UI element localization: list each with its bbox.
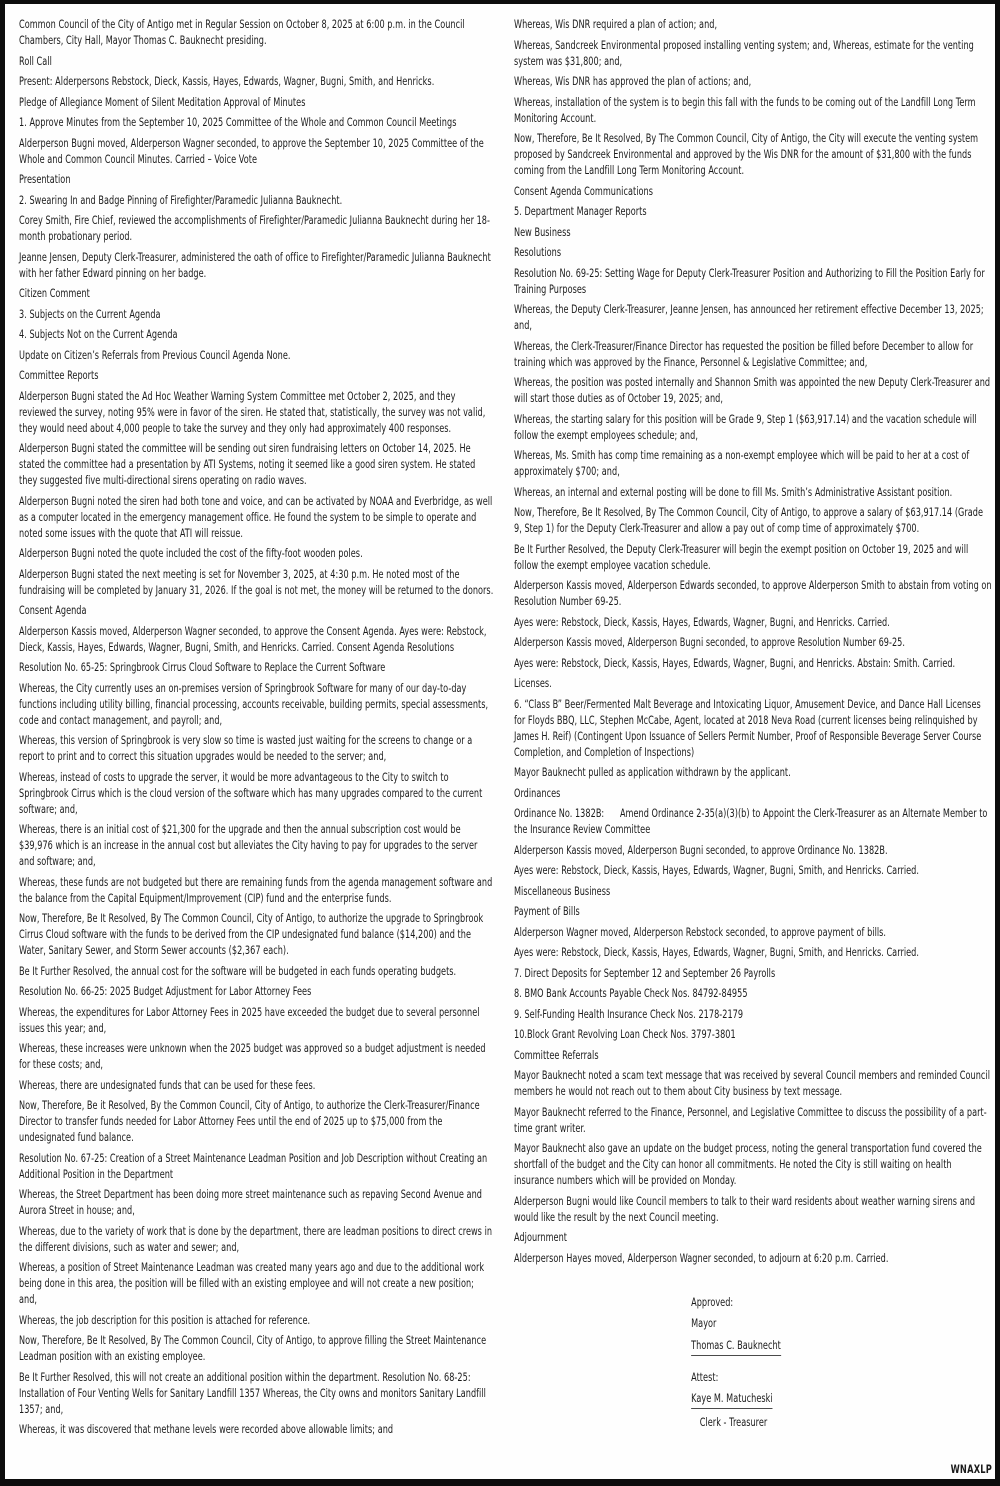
paragraph: Whereas, the starting salary for this position will be Grade 9, Step 1 ($63,917.14) and the vacation schedule will follow the exempt employees schedule; and, xyxy=(514,412,980,442)
paragraph: Whereas, instead of costs to upgrade the server, it would be more advantageous to the City to switch to Springbrook Cirrus which is the cloud version of the software which has many upgrades compared to the current software; and, xyxy=(19,770,485,816)
paragraph: Committee Reports xyxy=(19,369,99,382)
paragraph: Alderperson Bugni noted the siren had both tone and voice, and can be activated by NOAA and Everbridge, as well as a computer located in the emergency management office. He found the system to be simple to operate and noted some issues with the quote that ATI will reissue. xyxy=(19,494,495,540)
paragraph: Whereas, the expenditures for Labor Attorney Fees in 2025 have exceeded the budget due to several personnel issues this year; and, xyxy=(19,1005,483,1035)
paragraph: 10.Block Grant Revolving Loan Check Nos. 3797-3801 xyxy=(514,1028,736,1041)
paragraph: Whereas, there is an initial cost of $21,300 for the upgrade and then the annual subscription cost would be $39,976 which is an increase in the annual cost but alleviates the City having to pay for upgrades to the server and software; and, xyxy=(19,823,481,868)
paragraph: Present: Alderpersons Rebstock, Dieck, Kassis, Hayes, Edwards, Wagner, Bugni, Smith, and Henricks. xyxy=(19,75,435,88)
paragraph: Alderperson Bugni stated the committee will be sending out siren fundraising letters on October 14, 2025. He stated the committee had a presentation by ATI Systems, noting it seemed like a good siren system. He stated they suggested five multi-directional sirens operating on radio waves. xyxy=(19,442,478,487)
paragraph: New Business xyxy=(514,225,571,239)
paragraph: Alderperson Bugni moved, Alderperson Wagner seconded, to approve the September 10, 2025 Committee of the Whole and Common Council Minutes. Carried – Voice Vote xyxy=(19,136,487,166)
paragraph: 7. Direct Deposits for September 12 and September 26 Payrolls xyxy=(514,966,776,980)
paragraph: Whereas, Ms. Smith has comp time remaining as a non-exempt employee which will be paid to her at a cost of approximately $700; and, xyxy=(514,449,972,478)
paragraph: Whereas, an internal and external posting will be done to fill Ms. Smith’s Administrative Assistant position. xyxy=(514,485,953,499)
mayor-label: Mayor xyxy=(691,1317,717,1330)
paragraph: 2. Swearing In and Badge Pinning of Firefighter/Paramedic Julianna Bauknecht. xyxy=(19,193,343,207)
paragraph: Now, Therefore, Be It Resolved, By The Common Council, City of Antigo, the City will execute the venting system proposed by Sandcreek Environmental and approved by the Wis DNR for the amount of $31,800 with the funds coming from the Landfill Long Term Monitoring Account. xyxy=(514,132,981,177)
paragraph: Whereas, it was discovered that methane levels were recorded above allowable limits; and xyxy=(19,1423,394,1436)
paragraph: Now, Therefore, Be It Resolved, By The Common Council, City of Antigo, to authorize the upgrade to Springbrook Cirrus Cloud software with the funds to be derived from the CIP undesignated fund balance ($14,200) and the Water, Sanitary Sewer, and Storm Sewer accounts ($2,367 each). xyxy=(19,912,486,957)
paragraph: Ayes were: Rebstock, Dieck, Kassis, Hayes, Edwards, Wagner, Bugni, Smith, and Henricks. Carried. xyxy=(514,864,919,877)
paragraph: Alderperson Wagner moved, Alderperson Rebstock seconded, to approve payment of bills. xyxy=(514,925,887,939)
paragraph: Common Council of the City of Antigo met in Regular Session on October 8, 2025 at 6:00 p.m. in the Council Chambers, City Hall, Mayor Thomas C. Bauknecht presiding. xyxy=(19,18,468,47)
paragraph: Whereas, these funds are not budgeted but there are remaining funds from the agenda management software and the balance from the Capital Equipment/Improvement (CIP) fund and the enterprise funds. xyxy=(19,875,495,905)
paragraph: Be It Further Resolved, the annual cost for the software will be budgeted in each funds operating budgets. xyxy=(19,964,457,978)
paragraph: Mayor Bauknecht noted a scam text message that was received by several Council members and reminded Council members he would not reach out to them about City business by text message. xyxy=(514,1069,993,1098)
paragraph: Whereas, due to the variety of work that is done by the department, there are leadman positions to direct crews in the different divisions, such as water and sewer; and, xyxy=(19,1224,495,1254)
paragraph: Alderperson Bugni stated the next meeting is set for November 3, 2025, at 4:30 p.m. He noted most of the fundraising will be completed by January 31, 2026. If the goal is not met, the money will be returned to the donors. xyxy=(19,567,494,597)
approved-label: Approved: xyxy=(691,1295,734,1309)
clerk-signature-line xyxy=(691,1391,992,1409)
paragraph: Presentation xyxy=(19,173,71,186)
paragraph: Corey Smith, Fire Chief, reviewed the accomplishments of Firefighter/Paramedic Julianna Bauknecht during her 18-month probationary period. xyxy=(19,214,490,243)
paragraph: Whereas, installation of the system is to begin this fall with the funds to be coming out of the Landfill Long Term Monitoring Account. xyxy=(514,95,979,125)
paragraph: 6. “Class B” Beer/Fermented Malt Beverage and Intoxicating Liquor, Amusement Device, and Dance Hall Licenses for Floyds BBQ, LLC, Stephen McCabe, Agent, located at 2018 Neva Road (current licenses being relinquished by James H. Reif) (Contingent Upon Issuance of Sellers Permit Number, Proof of Responsible Beverage Server Course Completion, and Completion of Inspections) xyxy=(514,697,984,759)
mayor-name: Thomas C. Bauknecht xyxy=(691,1338,781,1356)
paragraph: Ayes were: Rebstock, Dieck, Kassis, Hayes, Edwards, Wagner, Bugni, and Henricks. Carried. xyxy=(514,615,890,629)
paragraph: Alderperson Kassis moved, Alderperson Bugni seconded, to approve Ordinance No. 1382B. xyxy=(514,843,888,857)
paragraph: Whereas, Sandcreek Environmental proposed installing venting system; and, Whereas, estimate for the venting system was $31,800; and, xyxy=(514,38,977,68)
paragraph: Pledge of Allegiance Moment of Silent Meditation Approval of Minutes xyxy=(19,95,306,109)
paragraph: Whereas, the Deputy Clerk-Treasurer, Jeanne Jensen, has announced her retirement effective December 13, 2025; and, xyxy=(514,303,987,332)
paragraph: Resolutions xyxy=(514,246,562,259)
paragraph: Whereas, there are undesignated funds that can be used for these fees. xyxy=(19,1078,316,1092)
paragraph: Licenses. xyxy=(514,677,552,690)
paragraph: Alderperson Bugni stated the Ad Hoc Weather Warning System Committee met October 2, 2025, and they reviewed the survey, noting 95% were in favor of the siren. He stated that, statistically, the survey was not valid, they would need about 4,000 people to take the survey and they only had approximately 400 responses. xyxy=(19,389,488,435)
paragraph: Whereas, the Street Department has been doing more street maintenance such as repaving Second Avenue and Aurora Street in house; and, xyxy=(19,1188,485,1217)
paragraph: 1. Approve Minutes from the September 10, 2025 Committee of the Whole and Common Council Meetings xyxy=(19,116,457,129)
paragraph: Now, Therefore, Be It Resolved, By The Common Council, City of Antigo, to approve filling the Street Maintenance Leadman position with an existing employee. xyxy=(19,1334,489,1363)
paragraph: Citizen Comment xyxy=(19,287,90,300)
paragraph: Be It Further Resolved, the Deputy Clerk-Treasurer will begin the exempt position on October 19, 2025 and will follow the exempt employee vacation schedule. xyxy=(514,542,971,572)
paragraph: Ordinances xyxy=(514,786,561,800)
paragraph: Jeanne Jensen, Deputy Clerk-Treasurer, administered the oath of office to Firefighter/Paramedic Julianna Bauknecht with her father Edward pinning on her badge. xyxy=(19,250,494,280)
clerk-title: Clerk - Treasurer xyxy=(699,1415,768,1429)
paragraph: Ayes were: Rebstock, Dieck, Kassis, Hayes, Edwards, Wagner, Bugni, Smith, and Henricks. Carried. xyxy=(514,946,919,959)
paragraph: Mayor Bauknecht also gave an update on the budget process, noting the general transportation fund covered the shortfall of the budget and the City can honor all commitments. He noted the City is still waiting on health insurance numbers which will be provided on Monday. xyxy=(514,1142,985,1187)
paragraph: Resolution No. 67-25: Creation of a Street Maintenance Leadman Position and Job Description without Creating an Additional Position in the Department xyxy=(19,1151,490,1181)
paragraph: Update on Citizen’s Referrals from Previous Council Agenda None. xyxy=(19,348,291,362)
paragraph: 5. Department Manager Reports xyxy=(514,205,647,218)
paragraph: Whereas, Wis DNR has approved the plan of actions; and, xyxy=(514,75,752,88)
paragraph: Whereas, the position was posted internally and Shannon Smith was appointed the new Deputy Clerk-Treasurer and will start those duties as of October 19, 2025; and, xyxy=(514,376,993,405)
paragraph: Whereas, a position of Street Maintenance Leadman was created many years ago and due to the additional work being done in this area, the position will be filled with an existing employee and will not create a new position; and, xyxy=(19,1261,487,1306)
paragraph: Roll Call xyxy=(19,54,52,68)
paragraph: Alderperson Kassis moved, Alderperson Edwards seconded, to approve Alderperson Smith to abstain from voting on Resolution Number 69-25. xyxy=(514,579,995,608)
paragraph: 4. Subjects Not on the Current Agenda xyxy=(19,328,178,341)
paragraph: Whereas, these increases were unknown when the 2025 budget was approved so a budget adjustment is needed for these costs; and, xyxy=(19,1042,489,1071)
paragraph: Alderperson Bugni would like Council members to talk to their ward residents about weather warning sirens and would like the result by the next Council meeting. xyxy=(514,1194,978,1224)
paragraph: 9. Self-Funding Health Insurance Check Nos. 2178-2179 xyxy=(514,1007,744,1021)
paragraph: Payment of Bills xyxy=(514,905,580,918)
attest-label: Attest: xyxy=(691,1370,719,1384)
paragraph: Ordinance No. 1382B: Amend Ordinance 2-35(a)(3)(b) to Appoint the Clerk-Treasurer as an Alternate Member to the Insurance Review Committee xyxy=(514,807,991,836)
paragraph: Whereas, the job description for this position is attached for reference. xyxy=(19,1313,311,1327)
paragraph: 3. Subjects on the Current Agenda xyxy=(19,307,161,321)
left-column xyxy=(19,17,494,1443)
paragraph: Alderperson Kassis moved, Alderperson Bugni seconded, to approve Resolution Number 69-25. xyxy=(514,636,906,649)
paragraph: Now, Therefore, Be it Resolved, By the Common Council, City of Antigo, to authorize the Clerk-Treasurer/Finance Director to transfer funds needed for Labor Attorney Fees until the end of 2025 up to $75,000 from the undesignated fund balance. xyxy=(19,1099,483,1144)
signature-block xyxy=(691,1295,992,1431)
paragraph: Whereas, Wis DNR required a plan of action; and, xyxy=(514,18,718,31)
paragraph: Ayes were: Rebstock, Dieck, Kassis, Hayes, Edwards, Wagner, Bugni, and Henricks. Abstain: Smith. Carried. xyxy=(514,656,956,670)
right-column-paragraphs xyxy=(514,17,995,1267)
paragraph: Consent Agenda Communications xyxy=(514,184,653,198)
paragraph: 8. BMO Bank Accounts Payable Check Nos. 84792-84955 xyxy=(514,987,748,1000)
paragraph: Alderperson Bugni noted the quote included the cost of the fifty-foot wooden poles. xyxy=(19,547,363,560)
paragraph: Committee Referrals xyxy=(514,1048,599,1062)
paragraph: Consent Agenda xyxy=(19,604,87,617)
paragraph: Adjournment xyxy=(514,1231,568,1244)
paragraph: Now, Therefore, Be It Resolved, By The Common Council, City of Antigo, to approve a salary of $63,917.14 (Grade 9, Step 1) for the Deputy Clerk-Treasurer and allow a pay out of comp time of approximately $700. xyxy=(514,506,986,535)
paragraph: Whereas, the City currently uses an on-premises version of Springbrook Software for many of our day-to-day functions including utility billing, financial processing, accounts receivable, building permits, special assessments, code and contact management, and payroll; and, xyxy=(19,681,491,727)
paragraph: Resolution No. 65-25: Springbrook Cirrus Cloud Software to Replace the Current Software xyxy=(19,661,386,674)
paragraph: Resolution No. 66-25: 2025 Budget Adjustment for Labor Attorney Fees xyxy=(19,985,312,998)
paragraph: Resolution No. 69-25: Setting Wage for Deputy Clerk-Treasurer Position and Authorizing to Fill the Position Early for Training Purposes xyxy=(514,266,988,296)
paragraph: Be It Further Resolved, this will not create an additional position within the department. Resolution No. 68-25: Installation of Four Venting Wells for Sanitary Landfill 1357 Whereas, the City owns and monitors Sanitary Landfill 1357; and, xyxy=(19,1370,489,1416)
mayor-signature-line xyxy=(691,1338,992,1356)
paragraph: Whereas, this version of Springbrook is very slow so time is wasted just waiting for the screens to change or a report to print and to correct this situation upgrades would be needed to the server; and, xyxy=(19,734,475,763)
paragraph: Alderperson Hayes moved, Alderperson Wagner seconded, to adjourn at 6:20 p.m. Carried. xyxy=(514,1251,889,1265)
newspaper-legal-notice-tag: WNAXLP xyxy=(950,1462,993,1476)
paragraph: Alderperson Kassis moved, Alderperson Wagner seconded, to approve the Consent Agenda. Ayes were: Rebstock, Dieck, Kassis, Hayes, Edwards, Wagner, Bugni, Smith, and Henricks. Carried. Consent Agenda Resolutions xyxy=(19,624,490,654)
paragraph: Miscellaneous Business xyxy=(514,884,611,898)
clerk-name: Kaye M. Matucheski xyxy=(691,1391,773,1409)
paragraph: Mayor Bauknecht referred to the Finance, Personnel, and Legislative Committee to discuss the possibility of a part-time grant writer. xyxy=(514,1105,987,1135)
paragraph: Whereas, the Clerk-Treasurer/Finance Director has requested the position be filled before December to allow for training which was approved by the Finance, Personnel & Legislative Committee; and, xyxy=(514,339,976,369)
right-column xyxy=(514,17,995,1479)
paragraph: Mayor Bauknecht pulled as application withdrawn by the applicant. xyxy=(514,766,791,779)
